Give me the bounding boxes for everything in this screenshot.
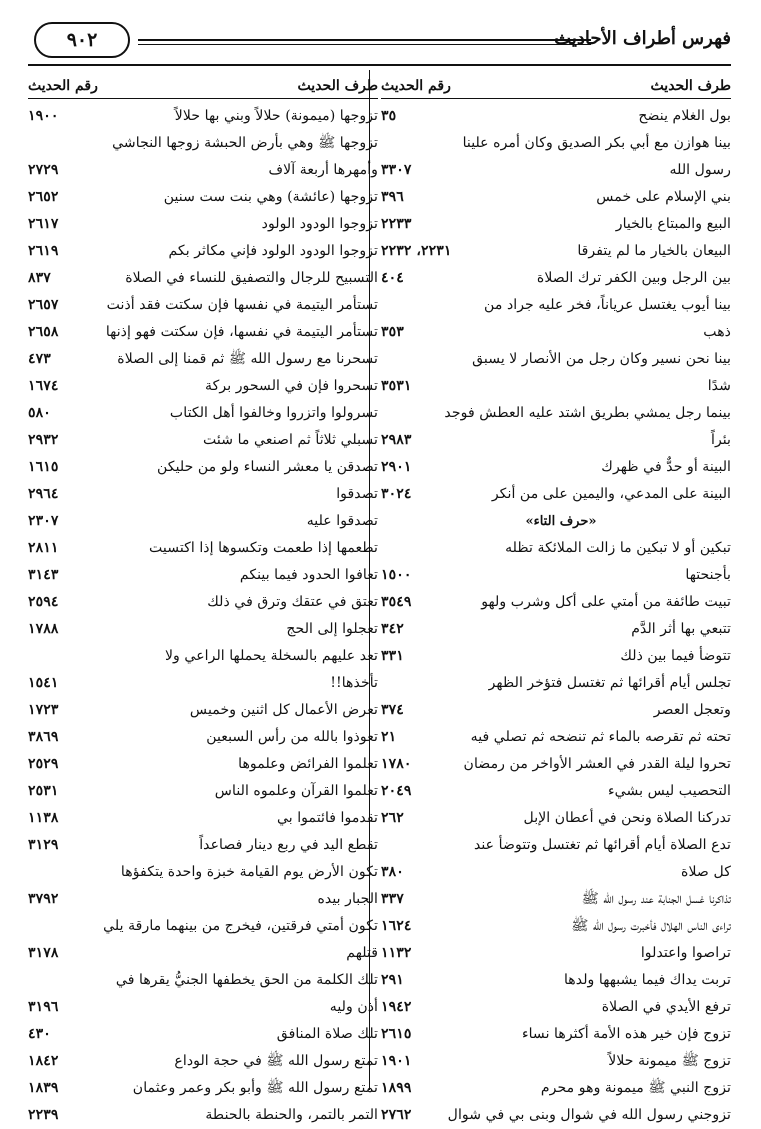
index-entry [381,994,731,1021]
index-entry [28,751,378,778]
hadith-term: تذاكرنا غسل الجنابة عند رسول الله ﷺ [581,891,731,907]
index-entry [381,589,731,616]
index-entry [28,643,378,670]
hadith-number: ٣٣٠٧ [381,162,412,178]
hadith-number: ١٩٠١ [381,1053,412,1069]
hadith-number: ١٩٠٠ [28,108,59,124]
hadith-term: تزوج ﷺ ميمونة حلالاً [608,1053,731,1069]
hadith-term: تطعمها إذا طعمت وتكسوها إذا اكتسيت [149,540,378,556]
index-entry [381,751,731,778]
hadith-number: ١٦١٥ [28,459,59,475]
hadith-number: ٤٧٣ [28,351,51,367]
hadith-number: ١٩٤٢ [381,999,412,1015]
index-entry [381,1048,731,1075]
column-header [28,74,378,99]
hadith-number: ٣٥٤٩ [381,594,412,610]
index-entry [28,427,378,454]
hadith-term: بأجنحتها [685,567,731,583]
index-entry [28,994,378,1021]
hadith-number: ٤٣٠ [28,1026,51,1042]
hadith-number: ٢٢٣٣ [381,216,412,232]
hadith-number: ٢٥٩٤ [28,594,59,610]
index-entry [28,184,378,211]
index-entry [28,238,378,265]
index-entry [28,103,378,130]
index-entry [381,913,731,940]
hadith-term: تعجلوا إلى الحج [286,621,378,637]
hadith-number: ٢٦٢ [381,810,404,826]
hadith-term: ترفع الأيدي في الصلاة [601,999,731,1015]
index-entry [28,967,378,994]
hadith-term: التحصيب ليس بشيء [607,783,731,799]
hadith-number: ١٦٢٤ [381,918,412,934]
index-entry [28,535,378,562]
hadith-term: بئراً [711,432,731,448]
hadith-term: تسحروا فإن في السحور بركة [205,378,378,394]
index-entry [28,697,378,724]
index-entry [381,967,731,994]
index-entry [381,805,731,832]
index-entry [28,292,378,319]
hadith-number: ٣٨٦٩ [28,729,59,745]
index-entry [381,832,731,859]
hadith-term: شدًا [707,378,731,394]
hadith-number: ٣٧٤ [381,702,404,718]
hadith-term: تقدموا فائتموا بي [276,810,378,826]
index-entry [381,643,731,670]
hadith-term: تحروا ليلة القدر في العشر الأواخر من رمضان [463,756,731,772]
index-entry [381,373,731,400]
hadith-term: تقطع اليد في ربع دينار فصاعداً [199,837,378,853]
hadith-number: ٢٦٥٧ [28,297,59,313]
hadith-term: تراصوا واعتدلوا [640,945,731,961]
index-entry [381,103,731,130]
hadith-term: تراءى الناس الهلال فأخبرت رسول الله ﷺ [571,918,731,934]
hadith-number: ٢٦١٥ [381,1026,412,1042]
right-entries [381,103,731,1129]
hadith-number: ١٨٩٩ [381,1080,412,1096]
index-entry [28,265,378,292]
index-entry [28,400,378,427]
hadith-term: تزوج النبي ﷺ ميمونة وهو محرم [540,1080,731,1096]
hadith-term: تزوجها ﷺ وهي بأرض الحبشة زوجها النجاشي [112,135,378,151]
hadith-term: تعد عليهم بالسخلة يحملها الراعي ولا [164,648,378,664]
index-entry [381,238,731,265]
hadith-number: ١٧٨٠ [381,756,412,772]
hadith-term: تعوذوا بالله من رأس السبعين [206,729,378,745]
index-entry [381,697,731,724]
hadith-number: ١١٣٢ [381,945,412,961]
index-entry [28,346,378,373]
hadith-term: تلك صلاة المنافق [276,1026,378,1042]
hadith-term: وتعجل العصر [653,702,731,718]
hadith-term: تربت يداك فيما يشبهها ولدها [563,972,731,988]
hadith-term: أذن وليه [329,999,378,1015]
index-entry [28,373,378,400]
column-header [381,74,731,99]
top-divider [28,64,731,66]
hadith-number: ٢٦٥٢ [28,189,59,205]
hadith-number: ٣١٢٩ [28,837,59,853]
hadith-number: ٣٠٢٤ [381,486,412,502]
hadith-number: ٣٣١ [381,648,404,664]
hadith-number: ٢٦١٩ [28,243,59,259]
index-entry [381,1102,731,1129]
index-entry [381,319,731,346]
hadith-term: التسبيح للرجال والتصفيق للنساء في الصلاة [125,270,378,286]
index-entry [28,1021,378,1048]
index-entry [381,778,731,805]
hadith-number: ٢٦١٧ [28,216,59,232]
hadith-number: ٢٣٠٧ [28,513,59,529]
hadith-term: بول الغلام ينضح [638,108,731,124]
hadith-term: بينما رجل يمشي بطريق اشتد عليه العطش فوجد [444,405,731,421]
hadith-term: البيع والمبتاع بالخيار [615,216,731,232]
hadith-term: التمر بالتمر، والحنطة بالحنطة [205,1107,378,1123]
hadith-term: تزوج فإن خير هذه الأمة أكثرها نساء [521,1026,731,1042]
index-entry [381,427,731,454]
index-entry [28,616,378,643]
hadith-number: ٢٦٥٨ [28,324,59,340]
index-entry [381,940,731,967]
hadith-term: تعلموا الفرائض وعلموها [238,756,378,772]
hadith-term: تمتع رسول الله ﷺ في حجة الوداع [174,1053,378,1069]
hadith-term: تتوضأ فيما بين ذلك [620,648,731,664]
index-entry [28,859,378,886]
index-entry [381,157,731,184]
hadith-number: ٢١ [381,729,397,745]
hadith-number: ١٨٤٢ [28,1053,59,1069]
index-entry [28,130,378,157]
hadith-number: ٨٣٧ [28,270,51,286]
index-entry [381,265,731,292]
hadith-term: تزوجني رسول الله في شوال وبنى بي في شوال [447,1107,731,1123]
index-entry [381,346,731,373]
hadith-term: بينا نحن نسير وكان رجل من الأنصار لا يسبق [472,351,731,367]
hadith-term: كل صلاة [681,864,731,880]
hadith-term: تعافوا الحدود فيما بينكم [239,567,378,583]
hadith-term: الجبار بيده [317,891,378,907]
section-heading [381,508,731,535]
hadith-number: ٣١٤٣ [28,567,59,583]
index-entry [28,724,378,751]
hadith-number: ٣٤٢ [381,621,404,637]
hadith-term: تبيت طائفة من أمتي على أكل وشرب ولهو [481,594,731,610]
index-entry [381,1075,731,1102]
index-entry [28,562,378,589]
index-entry [28,454,378,481]
number-header: رقم الحديث [28,78,98,94]
index-entry [28,940,378,967]
index-entry [28,778,378,805]
hadith-number: ٢٧٦٢ [381,1107,412,1123]
hadith-term: تبكين أو لا تبكين ما زالت الملائكة تظله [505,540,731,556]
hadith-number: ٤٠٤ [381,270,404,286]
hadith-term: تزوجها (ميمونة) حلالاً وبني بها حلالاً [174,108,378,124]
hadith-number: ٢٢٣١، ٢٢٣٢ [381,243,452,259]
index-entry [381,130,731,157]
index-entry [381,400,731,427]
index-entry [28,508,378,535]
hadith-term: تمتع رسول الله ﷺ وأبو بكر وعمر وعثمان [132,1080,378,1096]
hadith-term: تعرض الأعمال كل اثنين وخميس [189,702,378,718]
left-column [28,74,378,1129]
index-entry [28,1102,378,1129]
hadith-number: ١١٣٨ [28,810,59,826]
hadith-term: تزوجها (عائشة) وهي بنت ست سنين [163,189,378,205]
hadith-term: البينة أو حدٌّ في ظهرك [601,459,731,475]
hadith-term: تصدقوا عليه [306,513,378,529]
index-entry [28,805,378,832]
hadith-number: ٢٥٢٩ [28,756,59,772]
index-entry [28,157,378,184]
hadith-number: ٢٩٣٢ [28,432,59,448]
index-entry [28,670,378,697]
right-column [381,74,731,1129]
index-entry [28,1048,378,1075]
index-entry [381,724,731,751]
hadith-term: تكون أمتي فرقتين، فيخرج من بينهما مارقة يلي [103,918,378,934]
hadith-number: ٢٩٠١ [381,459,412,475]
hadith-term: تأخذها!! [330,675,378,691]
index-entry [381,184,731,211]
hadith-number: ١٨٣٩ [28,1080,59,1096]
index-entry [381,292,731,319]
hadith-term: تحته ثم تقرصه بالماء ثم تنضحه ثم تصلي فيه [470,729,731,745]
hadith-number: ٣١٧٨ [28,945,59,961]
hadith-term: ذهب [703,324,731,340]
hadith-number: ٢٨١١ [28,540,59,556]
hadith-number: ٣٥ [381,108,397,124]
index-entry [28,589,378,616]
hadith-term: تستأمر اليتيمة في نفسها، فإن سكتت فهو إذنها [105,324,378,340]
hadith-term: بينا هوازن مع أبي بكر الصديق وكان أمره علينا [462,135,731,151]
hadith-term: تكون الأرض يوم القيامة خبزة واحدة يتكفؤها [120,864,378,880]
index-entry [28,1075,378,1102]
hadith-number: ٢٥٣١ [28,783,59,799]
hadith-term: البينة على المدعي، واليمين على من أنكر [491,486,731,502]
page-header [28,22,731,66]
hadith-term: تسحرنا مع رسول الله ﷺ ثم قمنا إلى الصلاة [117,351,378,367]
index-entry [28,481,378,508]
hadith-term: تدركنا الصلاة ونحن في أعطان الإبل [523,810,731,826]
hadith-term: تصدقوا [336,486,378,502]
hadith-term: تجلس أيام أقرائها ثم تغتسل فتؤخر الظهر [488,675,731,691]
hadith-number: ٢٧٢٩ [28,162,59,178]
hadith-term: تدع الصلاة أيام أقرائها ثم تغتسل وتتوضأ عند [473,837,731,853]
hadith-number: ٣٣٧ [381,891,404,907]
hadith-term: تصدقن يا معشر النساء ولو من حليكن [156,459,378,475]
hadith-number: ١٥٠٠ [381,567,412,583]
index-entry [381,1021,731,1048]
hadith-term: بين الرجل وبين الكفر ترك الصلاة [536,270,731,286]
hadith-number: ٢٩٦٤ [28,486,59,502]
hadith-number: ٣٨٠ [381,864,404,880]
index-entry [28,886,378,913]
hadith-number: ٣٥٣١ [381,378,412,394]
hadith-term: البيعان بالخيار ما لم يتفرقا [577,243,731,259]
page-title: فهرس أطراف الأحاديث [554,28,731,49]
index-entry [381,562,731,589]
hadith-number: ٥٨٠ [28,405,51,421]
index-entry [381,481,731,508]
index-entry [381,454,731,481]
hadith-number: ١٦٧٤ [28,378,59,394]
index-entry [381,670,731,697]
hadith-term: تسبلي ثلاثاً ثم اصنعي ما شئت [203,432,378,448]
hadith-number: ٣٧٩٢ [28,891,59,907]
hadith-term: تتبعي بها أثر الدَّم [631,621,731,637]
hadith-number: ٢٢٣٩ [28,1107,59,1123]
number-header: رقم الحديث [381,78,451,94]
index-entry [381,886,731,913]
hadith-term: تعتق في عتقك وترق في ذلك [207,594,378,610]
hadith-number: ٢٩١ [381,972,404,988]
hadith-term: تلك الكلمة من الحق يخطفها الجنيُّ يقرها في [115,972,378,988]
term-header: طرف الحديث [297,78,378,94]
hadith-term: تسرولوا واتزروا وخالفوا أهل الكتاب [169,405,378,421]
index-entry [381,535,731,562]
hadith-term: تزوجوا الودود الولود [261,216,378,232]
hadith-term: رسول الله [669,162,731,178]
hadith-number: ٣٥٣ [381,324,404,340]
header-rule [138,39,591,45]
hadith-number: ٢٩٨٣ [381,432,412,448]
hadith-term: بينا أيوب يغتسل عرياناً، فخر عليه جراد من [484,297,731,313]
hadith-number: ١٧٢٣ [28,702,59,718]
index-entry [381,859,731,886]
index-entry [28,832,378,859]
hadith-term: تستأمر اليتيمة في نفسها فإن سكتت فقد أذنت [106,297,378,313]
index-entry [381,211,731,238]
index-entry [28,319,378,346]
hadith-term: تعلموا القرآن وعلموه الناس [214,783,378,799]
hadith-number: ١٥٤١ [28,675,59,691]
hadith-number: ٣١٩٦ [28,999,59,1015]
hadith-term: وأمهرها أربعة آلاف [268,162,378,178]
hadith-term: بني الإسلام على خمس [596,189,731,205]
left-entries [28,103,378,1129]
hadith-number: ٣٩٦ [381,189,404,205]
index-entry [28,211,378,238]
term-header: طرف الحديث [650,78,731,94]
hadith-term: تزوجوا الودود الولود فإني مكاثر بكم [168,243,378,259]
hadith-term: «حرف التاء» [525,514,597,529]
hadith-number: ٢٠٤٩ [381,783,412,799]
hadith-number: ١٧٨٨ [28,621,59,637]
index-entry [28,913,378,940]
page-number: ٩٠٢ [34,22,130,58]
index-entry [381,616,731,643]
hadith-term: قتلهم [346,945,378,961]
